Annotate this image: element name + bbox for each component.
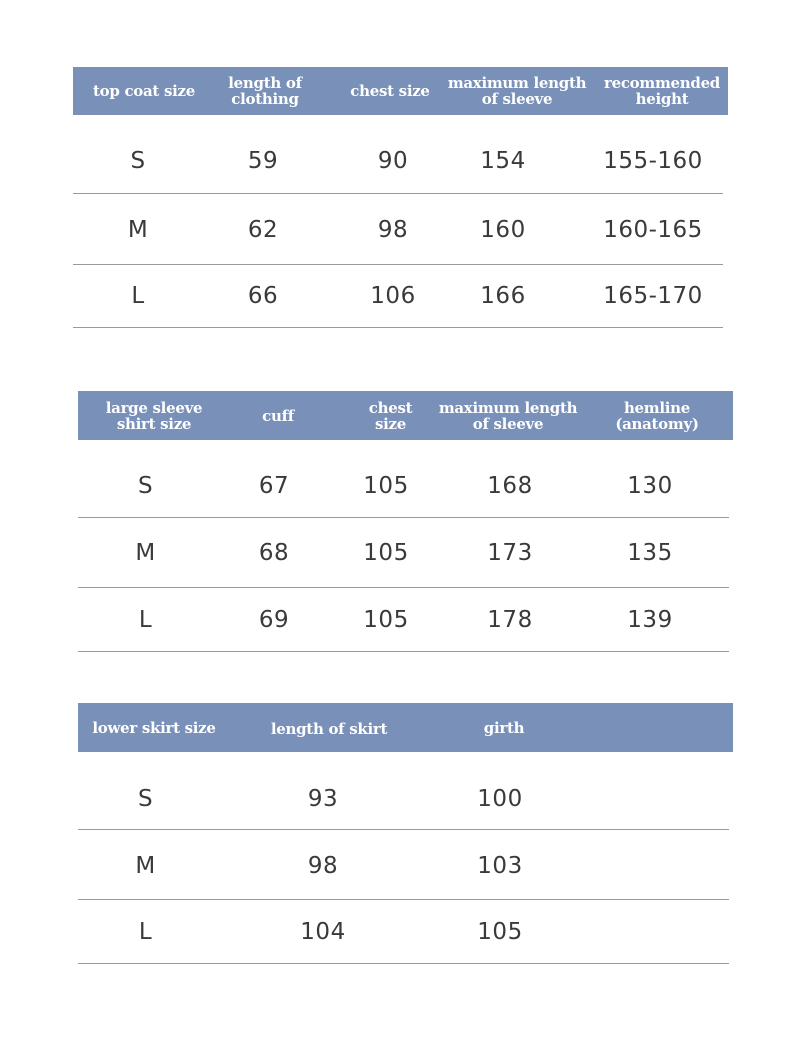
header-lower-skirt-size: lower skirt size <box>92 718 216 737</box>
length-cell: 62 <box>247 217 279 243</box>
skirt-length-cell: 93 <box>307 786 339 812</box>
sleeve-cell: 168 <box>487 473 533 499</box>
size-cell: M <box>127 217 149 243</box>
sleeve-cell: 154 <box>480 148 526 174</box>
header-top-coat-size: top coat size <box>93 82 195 100</box>
size-cell: S <box>137 473 154 499</box>
chest-cell: 105 <box>363 607 409 633</box>
sleeve-cell: 178 <box>487 607 533 633</box>
girth-cell: 105 <box>477 919 523 945</box>
skirt-length-cell: 104 <box>300 919 346 945</box>
size-cell: L <box>138 919 153 945</box>
chest-cell: 105 <box>363 473 409 499</box>
sleeve-cell: 160 <box>480 217 526 243</box>
length-cell: 59 <box>247 148 279 174</box>
cuff-cell: 68 <box>258 540 290 566</box>
sleeve-cell: 166 <box>480 283 526 309</box>
chest-cell: 106 <box>370 283 416 309</box>
table-row <box>73 199 728 261</box>
header-chest-size: chest size <box>368 398 413 433</box>
table-row <box>73 130 728 192</box>
size-cell: S <box>137 786 154 812</box>
row-divider <box>78 517 729 518</box>
header-recommended-height: recommended height <box>604 74 720 108</box>
header-length-of-clothing: length of clothing <box>228 74 302 108</box>
size-cell: M <box>135 853 156 879</box>
row-divider <box>78 963 729 964</box>
girth-cell: 103 <box>477 853 523 879</box>
chest-cell: 105 <box>363 540 409 566</box>
height-cell: 165-170 <box>603 283 703 309</box>
row-divider <box>73 193 723 194</box>
table-row <box>78 901 733 963</box>
chest-cell: 90 <box>377 148 409 174</box>
table-row <box>78 589 733 651</box>
cuff-cell: 67 <box>258 473 290 499</box>
hemline-cell: 130 <box>627 473 673 499</box>
header-large-sleeve-shirt-size: large sleeve shirt size <box>105 398 203 433</box>
length-cell: 66 <box>247 283 279 309</box>
header-girth: girth <box>483 718 525 737</box>
skirt-size-table <box>78 703 733 965</box>
shirt-size-table <box>78 391 733 653</box>
header-maximum-length-of-sleeve: maximum length of sleeve <box>447 74 587 108</box>
header-cuff: cuff <box>262 406 294 425</box>
top-coat-size-table <box>73 67 728 329</box>
table-row <box>78 768 733 830</box>
size-cell: L <box>138 607 153 633</box>
top-coat-header-row <box>73 67 728 115</box>
row-divider <box>78 829 729 830</box>
size-cell: L <box>131 283 145 309</box>
skirt-header-row <box>78 703 733 752</box>
header-hemline-anatomy: hemline (anatomy) <box>615 398 699 433</box>
cuff-cell: 69 <box>258 607 290 633</box>
size-cell: M <box>135 540 156 566</box>
height-cell: 155-160 <box>603 148 703 174</box>
header-maximum-length-of-sleeve: maximum length of sleeve <box>438 398 578 433</box>
table-row <box>78 455 733 517</box>
row-divider <box>78 899 729 900</box>
header-length-of-skirt: length of skirt <box>270 720 388 738</box>
header-chest-size: chest size <box>350 82 430 100</box>
shirt-header-row <box>78 391 733 440</box>
chest-cell: 98 <box>377 217 409 243</box>
row-divider <box>78 651 729 652</box>
height-cell: 160-165 <box>603 217 703 243</box>
table-row <box>78 522 733 584</box>
girth-cell: 100 <box>477 786 523 812</box>
table-row <box>73 265 728 327</box>
table-row <box>78 835 733 897</box>
skirt-length-cell: 98 <box>307 853 339 879</box>
row-divider <box>73 327 723 328</box>
hemline-cell: 135 <box>627 540 673 566</box>
size-cell: S <box>130 148 146 174</box>
sleeve-cell: 173 <box>487 540 533 566</box>
row-divider <box>78 587 729 588</box>
hemline-cell: 139 <box>627 607 673 633</box>
